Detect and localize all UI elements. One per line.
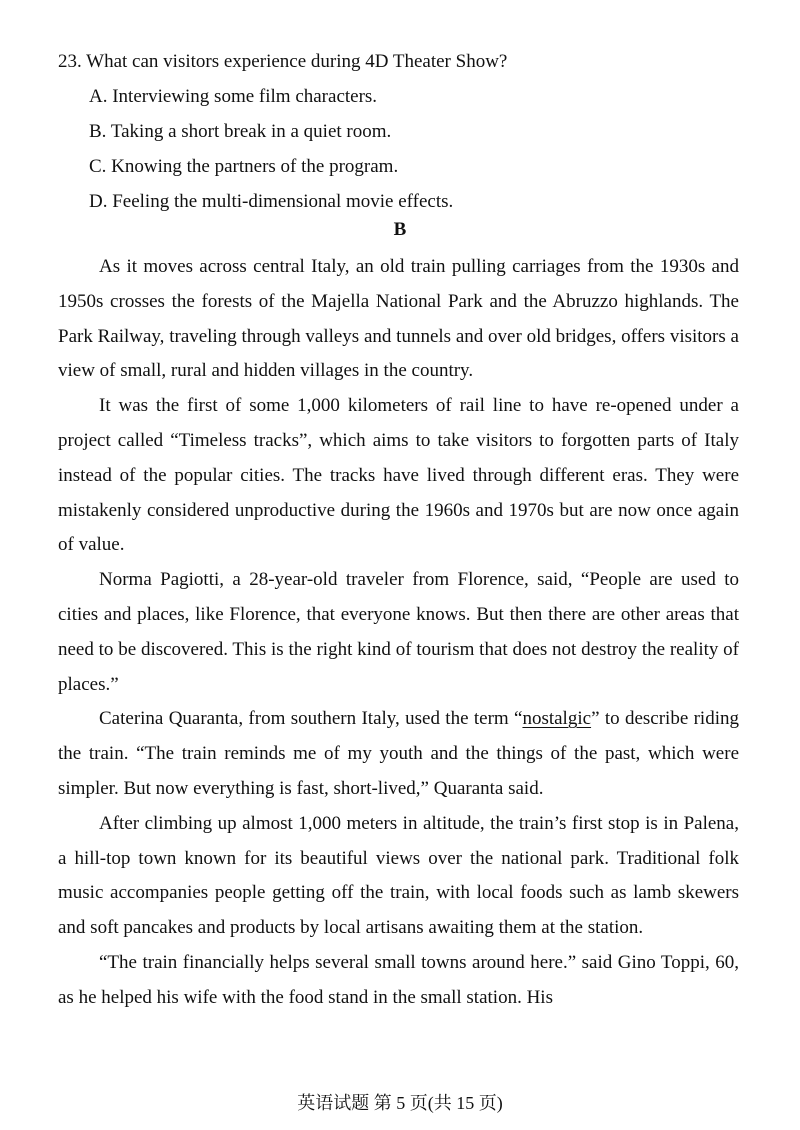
paragraph-5: After climbing up almost 1,000 meters in altitude, the train’s first stop is in Palena, a hill-top town known for its beautiful views over the national park. Traditional folk music accompanies people getting off the train, with local foods such as lamb skewers and soft pancakes and products by local artisans awaiting them at the station. — [58, 812, 739, 939]
page-footer: 英语试题 第 5 页(共 15 页) — [297, 1093, 503, 1113]
option-a: A. Interviewing some film characters. — [89, 86, 378, 107]
question-stem: 23. What can visitors experience during 4D Theater Show? — [58, 51, 508, 72]
paragraph-4-start: Caterina Quaranta, from southern Italy, used the term “ — [99, 708, 523, 730]
paragraph-4-end: ” to describe riding the train. “The train reminds me of my youth and the things of the past, which were simpler. But now everything is fast, short-lived,” Quaranta said. — [58, 708, 739, 799]
passage — [58, 250, 739, 1016]
paragraph-3: Norma Pagiotti, a 28-year-old traveler from Florence, said, “People are used to cities and places, like Florence, that everyone knows. But then there are other areas that need to be discovered. This is the right kind of tourism that does not destroy the reality of places.” — [58, 569, 739, 695]
paragraph-6: “The train financially helps several small towns around here.” said Gino Toppi, 60, as he helped his wife with the food stand in the small station. His — [58, 951, 739, 1008]
option-b: B. Taking a short break in a quiet room. — [89, 121, 392, 142]
paragraph-2: It was the first of some 1,000 kilometers of rail line to have re-opened under a project called “Timeless tracks”, which aims to take visitors to forgotten parts of Italy instead of the popular cities. The tracks have lived through different eras. They were mistakenly considered unproductive during the 1960s and 1970s but are now once again of value. — [58, 395, 739, 556]
question-23 — [58, 44, 758, 219]
option-c: C. Knowing the partners of the program. — [89, 156, 399, 177]
paragraph-1: As it moves across central Italy, an old train pulling carriages from the 1930s and 1950s crosses the forests of the Majella National Park and the Abruzzo highlands. The Park Railway, traveling through valleys and tunnels and over old bridges, offers visitors a view of small, rural and hidden villages in the country. — [58, 256, 739, 382]
option-d: D. Feeling the multi-dimensional movie effects. — [89, 191, 454, 212]
underlined-term: nostalgic — [522, 708, 592, 730]
section-label: B — [393, 219, 407, 240]
paragraph-4 — [58, 702, 739, 806]
